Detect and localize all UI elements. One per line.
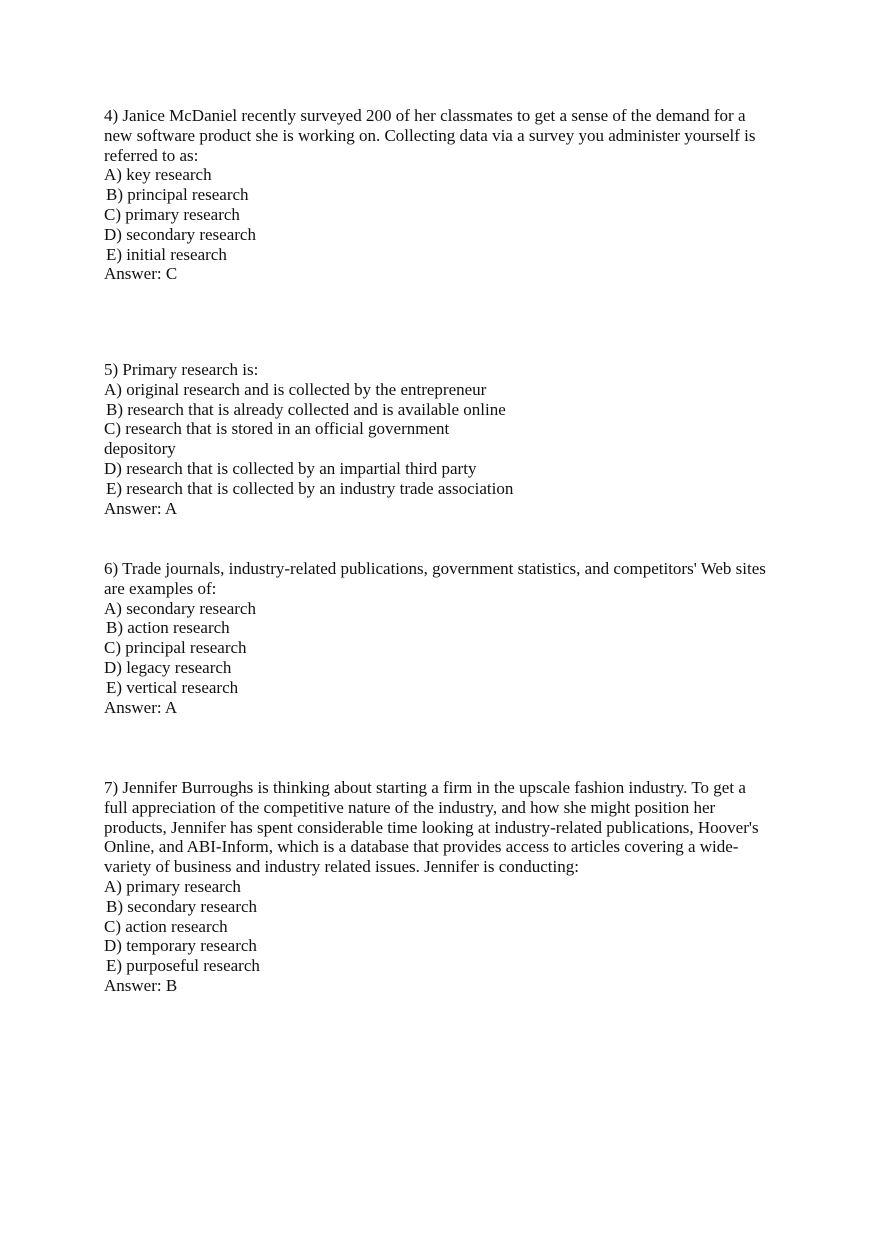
option-a: A) key research <box>104 165 212 185</box>
option-a: A) original research and is collected by the entrepreneur <box>104 379 487 399</box>
option-e: E) research that is collected by an industry trade association <box>106 478 514 498</box>
option-e: E) initial research <box>106 244 227 264</box>
answer: Answer: B <box>104 975 178 995</box>
question-5 <box>104 360 513 518</box>
question-stem: variety of business and industry related issues. Jennifer is conducting: <box>104 857 579 877</box>
option-a: A) primary research <box>104 876 241 896</box>
question-4 <box>104 106 756 284</box>
option-c: C) principal research <box>104 638 247 658</box>
question-stem: Online, and ABI-Inform, which is a database that provides access to articles covering a wide- <box>104 837 739 857</box>
option-d: D) temporary research <box>104 936 257 956</box>
question-7 <box>104 778 759 996</box>
question-stem: 5) Primary research is: <box>104 360 259 379</box>
question-stem: referred to as: <box>104 145 199 165</box>
question-stem: 6) Trade journals, industry-related publications, government statistics, and competitors' Web sites <box>104 559 766 578</box>
option-d: D) secondary research <box>104 224 256 244</box>
option-c: C) research that is stored in an official government <box>104 419 450 439</box>
option-c-continued: depository <box>104 439 176 459</box>
option-a: A) secondary research <box>104 598 256 618</box>
question-stem: are examples of: <box>104 578 217 598</box>
option-b: B) principal research <box>106 185 249 205</box>
question-stem: products, Jennifer has spent considerable time looking at industry-related publications, Hoover's <box>104 817 759 837</box>
option-d: D) research that is collected by an impartial third party <box>104 458 477 478</box>
option-b: B) secondary research <box>106 896 258 916</box>
question-6 <box>104 559 766 717</box>
option-e: E) purposeful research <box>106 956 260 976</box>
option-c: C) primary research <box>104 204 240 224</box>
answer: Answer: C <box>104 264 178 284</box>
option-b: B) research that is already collected and is available online <box>106 399 506 419</box>
question-stem: 4) Janice McDaniel recently surveyed 200 of her classmates to get a sense of the demand for a <box>104 106 746 125</box>
answer: Answer: A <box>104 498 178 518</box>
option-e: E) vertical research <box>106 677 239 697</box>
question-stem: full appreciation of the competitive nature of the industry, and how she might position her <box>104 797 716 817</box>
option-b: B) action research <box>106 618 230 638</box>
question-stem: new software product she is working on. Collecting data via a survey you administer yourself is <box>104 125 756 145</box>
option-d: D) legacy research <box>104 657 232 677</box>
option-c: C) action research <box>104 916 228 936</box>
question-stem: 7) Jennifer Burroughs is thinking about starting a firm in the upscale fashion industry. To get a <box>104 778 746 797</box>
answer: Answer: A <box>104 697 178 717</box>
